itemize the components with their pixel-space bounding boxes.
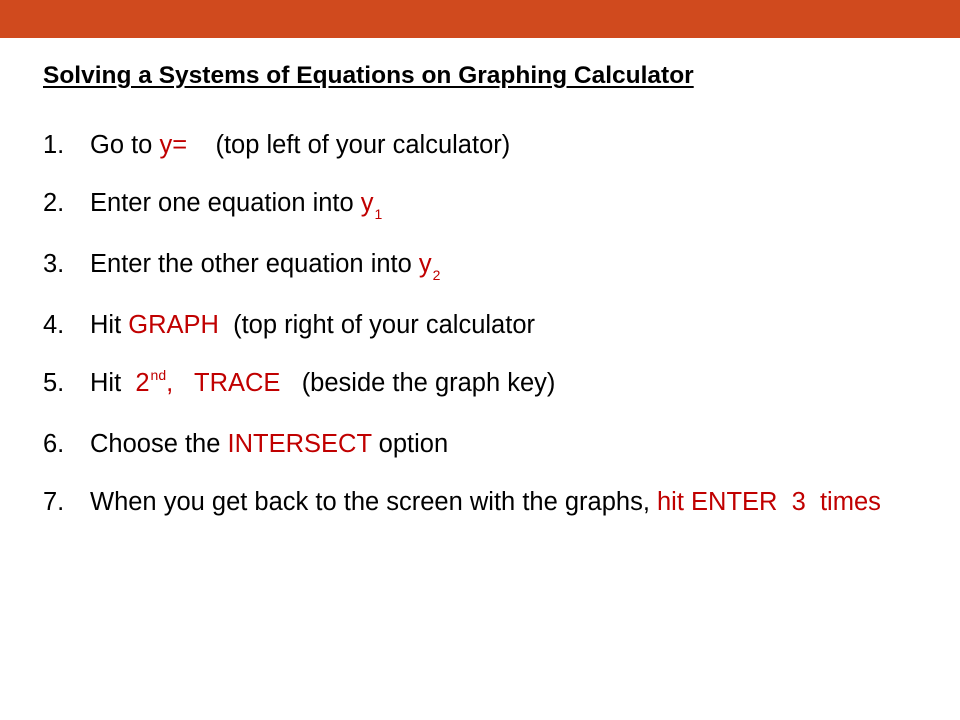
option-intersect: INTERSECT bbox=[227, 430, 372, 458]
step-text-end: option bbox=[371, 430, 449, 458]
step-number: 5. bbox=[43, 369, 65, 397]
step-number: 6. bbox=[43, 430, 65, 458]
step-1 bbox=[43, 130, 923, 161]
step-number: 7. bbox=[43, 488, 65, 516]
step-note: (beside the graph key) bbox=[280, 369, 556, 397]
subscript-2: 2 bbox=[432, 267, 441, 283]
step-note: (top left of your calculator) bbox=[187, 131, 511, 159]
step-number: 1. bbox=[43, 131, 65, 159]
step-number: 4. bbox=[43, 311, 65, 339]
step-number: 3. bbox=[43, 250, 65, 278]
step-text: Hit bbox=[90, 369, 136, 397]
step-text: Enter one equation into bbox=[90, 189, 361, 217]
key-trace: TRACE bbox=[194, 369, 281, 397]
top-accent-bar bbox=[0, 0, 960, 38]
key-enter-instruction: hit ENTER 3 times bbox=[657, 488, 881, 516]
key-graph: GRAPH bbox=[128, 311, 219, 339]
step-note: (top right of your calculator bbox=[218, 311, 535, 339]
slide-title: Solving a Systems of Equations on Graphing Calculator bbox=[43, 62, 694, 89]
step-text: Hit bbox=[90, 311, 129, 339]
step-text: Enter the other equation into bbox=[90, 250, 419, 278]
subscript-1: 1 bbox=[374, 206, 383, 222]
separator-comma: , bbox=[166, 369, 194, 397]
key-2nd: 2 bbox=[135, 369, 150, 397]
step-3 bbox=[43, 249, 923, 283]
step-text: When you get back to the screen with the graphs, bbox=[90, 488, 657, 516]
step-number: 2. bbox=[43, 189, 65, 217]
step-5 bbox=[43, 368, 923, 402]
superscript-nd: nd bbox=[150, 367, 167, 383]
step-6 bbox=[43, 429, 923, 460]
step-4 bbox=[43, 310, 923, 341]
step-2 bbox=[43, 188, 923, 222]
key-y2: y bbox=[418, 250, 432, 278]
step-text: Go to bbox=[90, 131, 160, 159]
key-y-equals: y= bbox=[159, 131, 188, 159]
step-text: Choose the bbox=[90, 430, 228, 458]
key-y1: y bbox=[360, 189, 374, 217]
step-7 bbox=[43, 487, 923, 518]
steps-list bbox=[43, 130, 923, 545]
